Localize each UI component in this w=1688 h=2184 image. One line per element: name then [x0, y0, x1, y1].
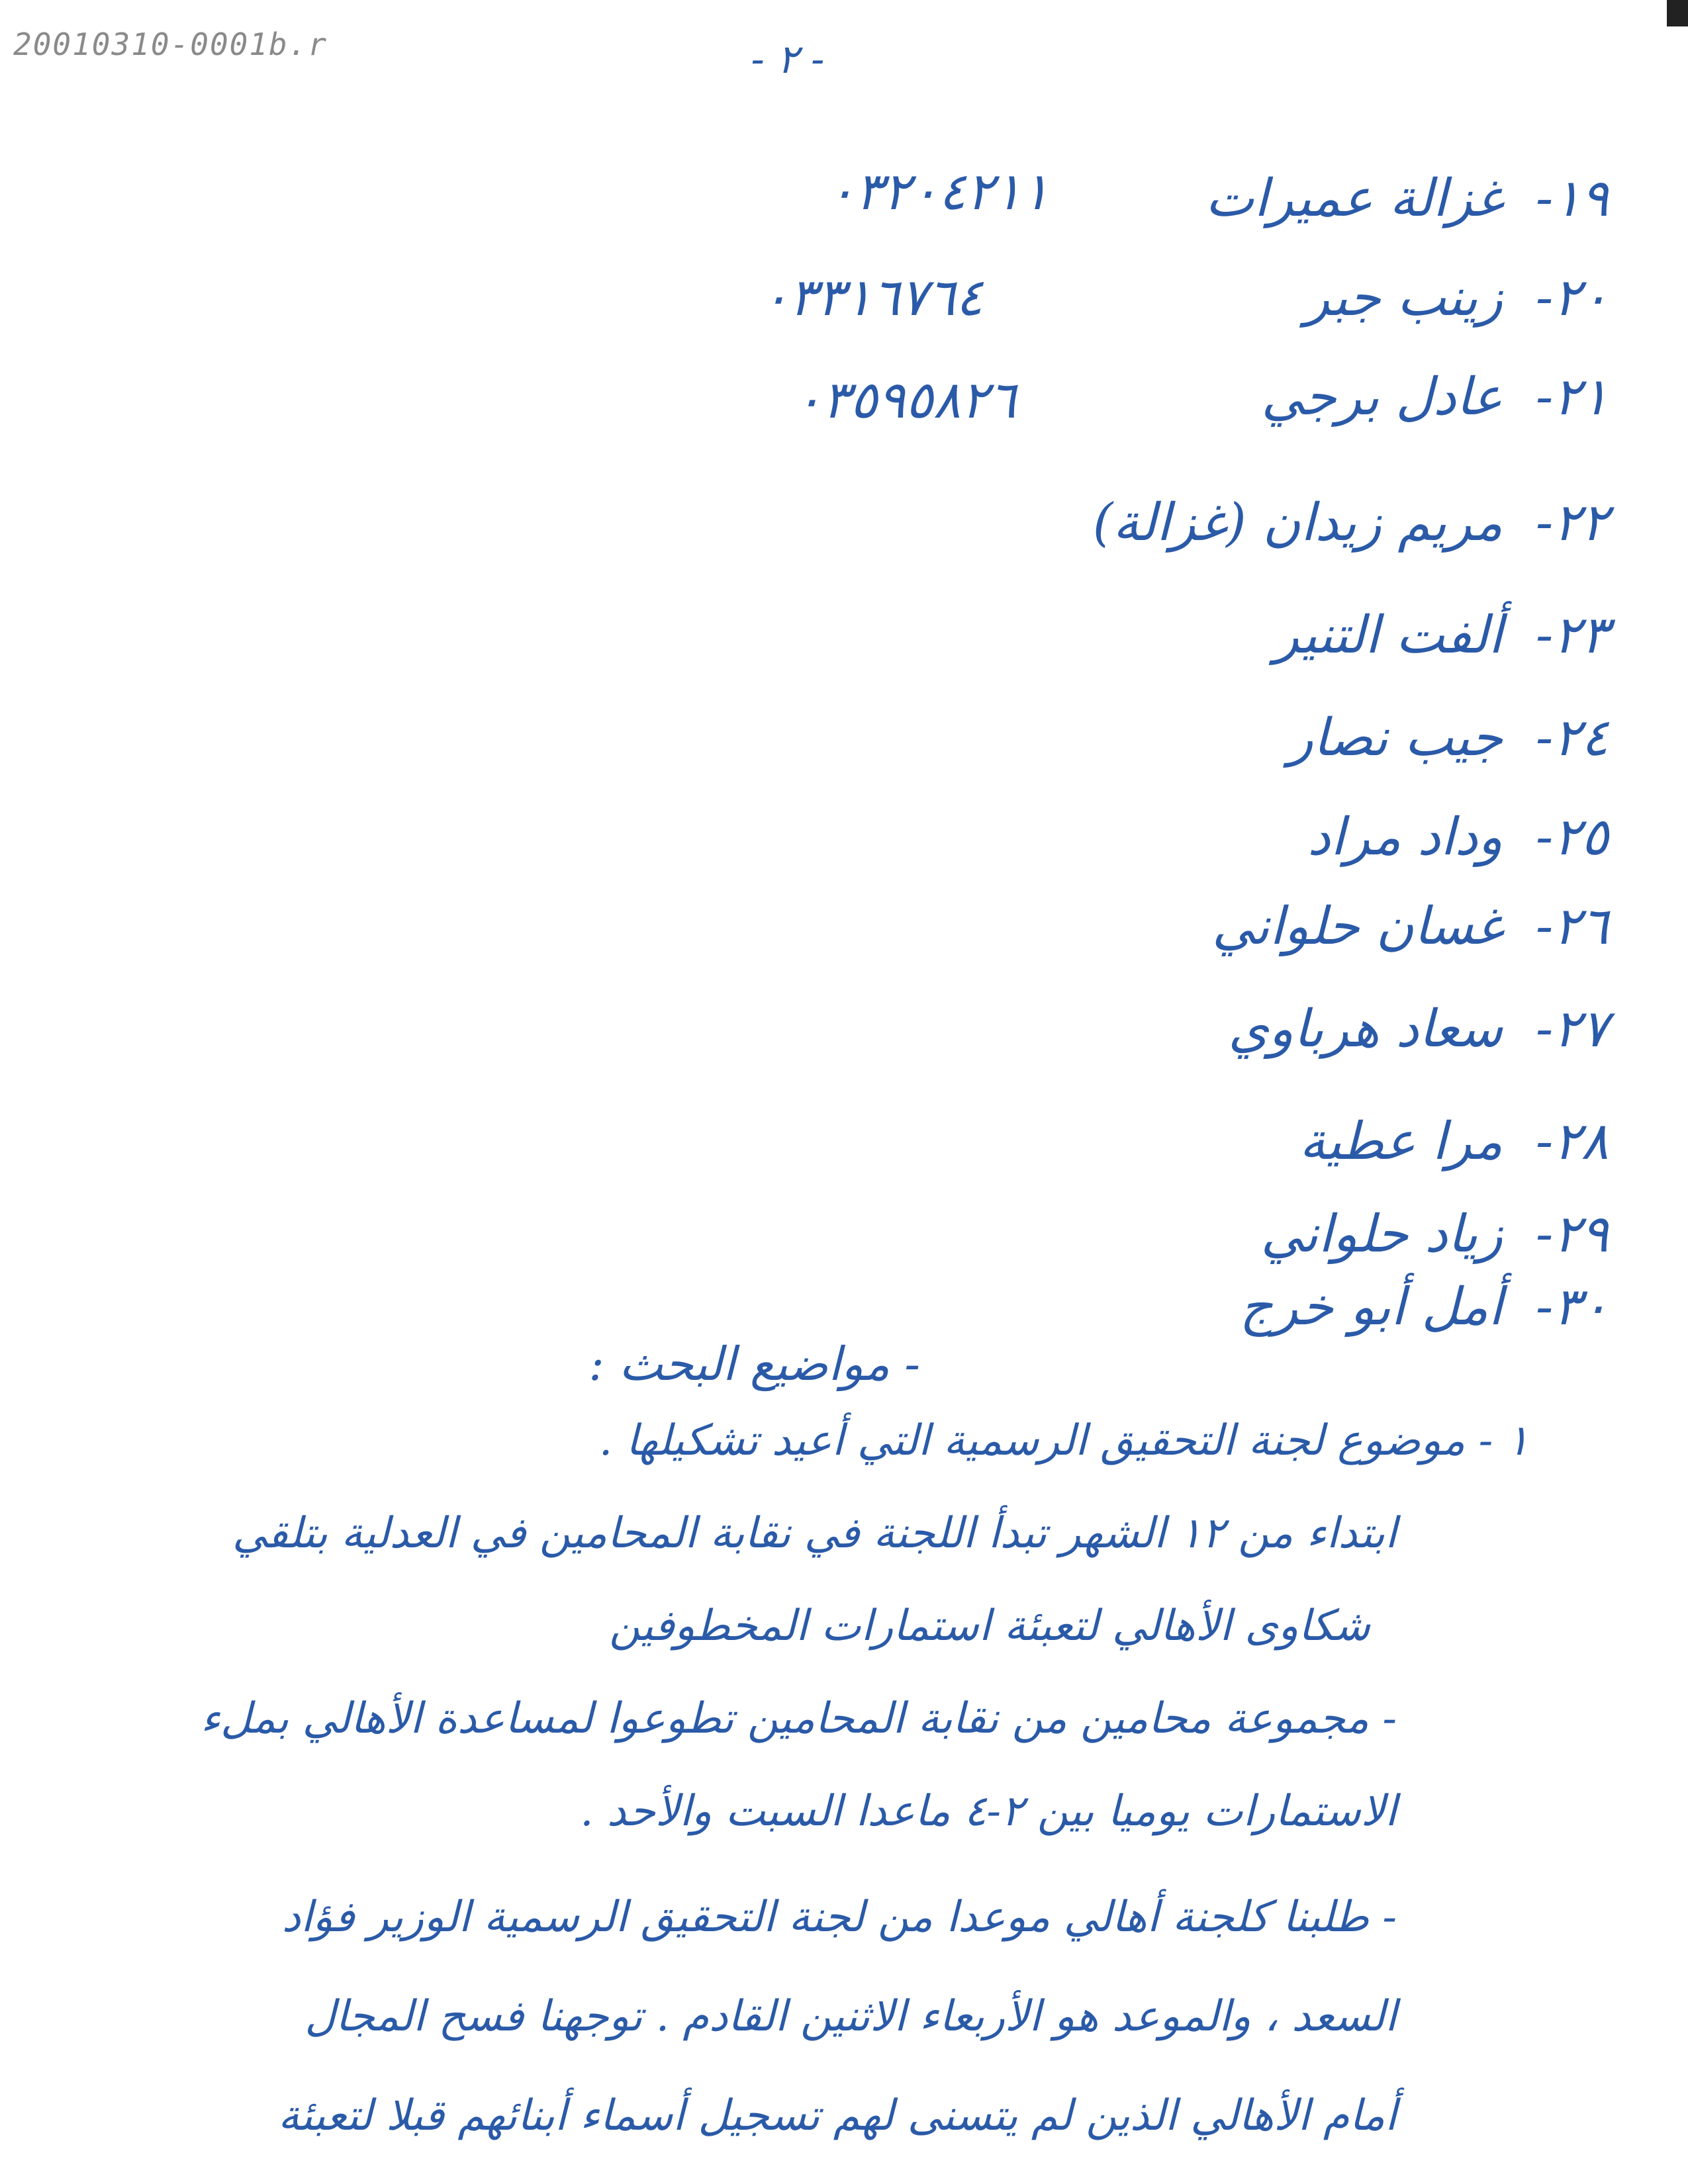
list-item: [1307, 801, 1609, 874]
entry-number: ٢٩-: [1535, 1205, 1609, 1264]
list-item: [1212, 890, 1609, 963]
entry-name: أمل أبو خرج: [1239, 1277, 1503, 1337]
entry-number: ٢٨-: [1535, 1112, 1609, 1171]
entry-phone: ٠٣٢٠٤٢١١: [827, 162, 1050, 222]
entry-name: عادل برجي: [1261, 367, 1503, 427]
entry-phone: ٠٣٥٩٥٨٢٦: [794, 371, 1017, 430]
entry-number: ٢٣-: [1535, 606, 1609, 665]
entry-name: مريم زيدان (غزالة): [1092, 493, 1503, 553]
entry-name: زياد حلواني: [1260, 1205, 1503, 1264]
entry-name: مرا عطية: [1299, 1112, 1503, 1171]
document-id: 20010310-0001b.r: [13, 26, 328, 62]
entry-number: ٢٢-: [1535, 493, 1609, 553]
entry-number: ٢٠-: [1535, 268, 1609, 328]
entry-number: ١٩-: [1535, 169, 1609, 228]
entry-number: ٢٤-: [1535, 708, 1609, 768]
list-item: [1228, 993, 1609, 1066]
paragraph-line: - طلبنا كلجنة أهالي موعدا من لجنة التحقيق الرسمية الوزير فؤاد: [281, 1893, 1397, 1942]
list-item: [1093, 486, 1609, 559]
paragraph-line: الاستمارات يوميا بين ٢-٤ ماعدا السبت والأحد .: [580, 1787, 1397, 1836]
list-item: [1288, 702, 1609, 774]
entry-number: ٢٥-: [1535, 807, 1609, 867]
entry-number: ٢٦-: [1535, 897, 1609, 956]
scan-edge-mark: [1667, 0, 1688, 26]
paragraph-line: ابتداء من ١٢ الشهر تبدأ اللجنة في نقابة المحامين في العدلية بتلقي: [232, 1509, 1397, 1558]
paragraph-line: شكاوى الأهالي لتعبئة استمارات المخطوفين: [609, 1602, 1370, 1651]
paragraph-line: أمام الأهالي الذين لم يتسنى لهم تسجيل أسماء أبنائهم قبلا لتعبئة: [278, 2091, 1397, 2140]
entry-name: سعاد هرباوي: [1228, 999, 1503, 1059]
entry-name: غسان حلواني: [1212, 897, 1503, 956]
entry-name: غزالة عميرات: [1205, 169, 1503, 228]
page-number: - ٢ -: [751, 36, 825, 83]
paragraph-line: السعد ، والموعد هو الأربعاء الاثنين القادم . توجهنا فسح المجال: [305, 1992, 1397, 2041]
entry-name: جيب نصار: [1288, 708, 1503, 768]
entry-number: ٢١-: [1535, 367, 1609, 427]
list-item: [1262, 361, 1609, 433]
entry-number: ٣٠-: [1535, 1277, 1609, 1337]
entry-name: زينب جبر: [1304, 268, 1503, 328]
list-item: [1205, 162, 1609, 235]
list-item: [1274, 599, 1609, 672]
paragraph-line: ١ - موضوع لجنة التحقيق الرسمية التي أعيد تشكيلها .: [598, 1416, 1529, 1465]
entry-name: ألفت التنير: [1274, 606, 1503, 665]
topics-heading: - مواضيع البحث :: [588, 1337, 920, 1391]
entry-phone: ٠٣٣١٦٧٦٤: [761, 268, 984, 328]
list-item: [1261, 1198, 1609, 1271]
list-item: [1240, 1271, 1609, 1343]
list-item: [1299, 1105, 1609, 1178]
paragraph-line: - مجموعة محامين من نقابة المحامين تطوعوا لمساعدة الأهالي بملء: [200, 1694, 1397, 1743]
entry-number: ٢٧-: [1535, 999, 1609, 1059]
entry-name: وداد مراد: [1307, 807, 1503, 867]
list-item: [1305, 261, 1609, 334]
